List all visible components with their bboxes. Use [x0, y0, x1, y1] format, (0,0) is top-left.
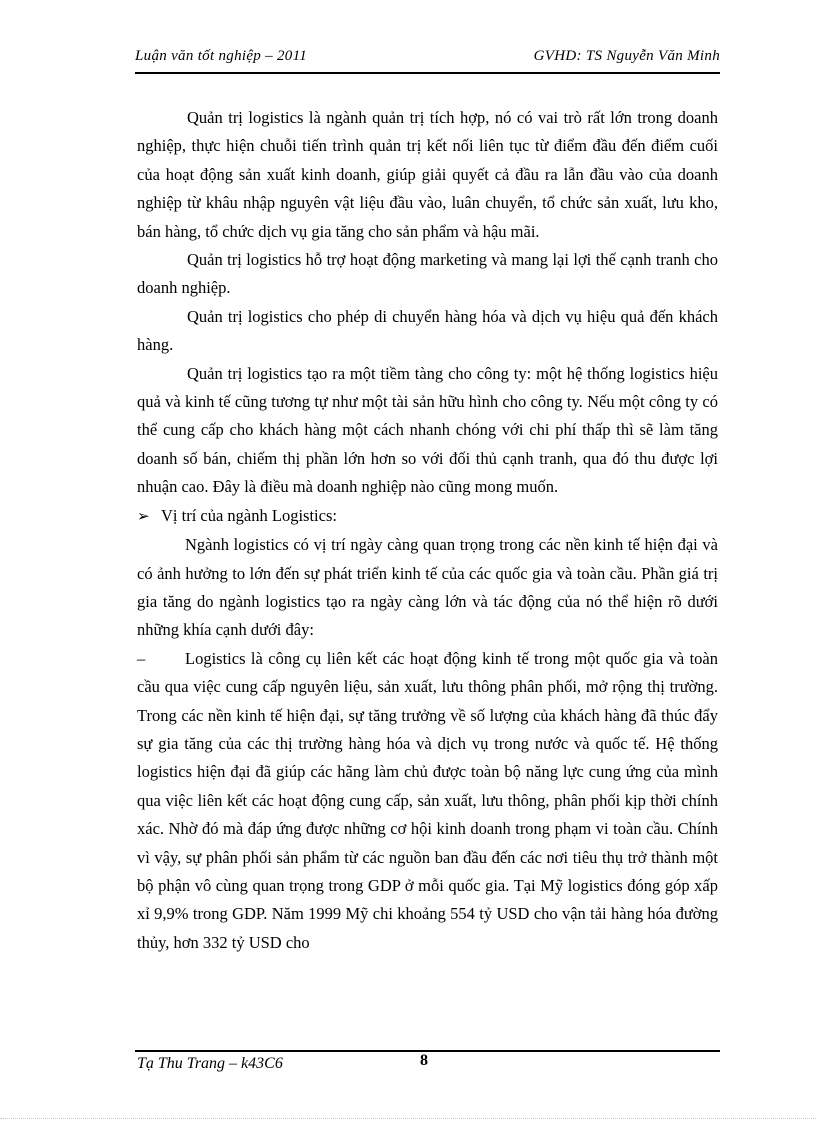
- footer-author: Tạ Thu Trang – k43C6: [137, 1055, 283, 1072]
- page-header: [135, 42, 720, 74]
- page-body: [137, 104, 718, 957]
- dash-item-text: Logistics là công cụ liên kết các hoạt động kinh tế trong một quốc gia và toàn cầu qua việc cung cấp nguyên liệu, sản xuất, lưu thông phân phối, mở rộng thị trường. Trong các nền kinh tế hiện đại, sự tăng trưởng về số lượng của khách hàng đã thúc đẩy sự gia tăng của các thị trường hàng hóa và dịch vụ trong nước và quốc tế. Hệ thống logistics hiện đại đã giúp các hãng làm chủ được toàn bộ năng lực cung ứng của mình qua việc liên kết các hoạt động cung cấp, sản xuất, lưu thông, phân phối kịp thời chính xác. Nhờ đó mà đáp ứng được những cơ hội kinh doanh trong phạm vi toàn cầu. Chính vì vậy, sự phân phối sản phẩm từ các nguồn ban đầu đến các nơi tiêu thụ trở thành một bộ phận vô cùng quan trọng trong GDP ở mỗi quốc gia. Tại Mỹ logistics đóng góp xấp xỉ 9,9% trong GDP. Năm 1999 Mỹ chi khoảng 554 tỷ USD cho vận tải hàng hóa đường thủy, hơn 332 tỷ USD cho: [137, 648, 718, 952]
- header-advisor: GVHD: TS Nguyễn Văn Minh: [533, 48, 720, 64]
- page-number: 8: [420, 1052, 428, 1069]
- arrow-bullet-icon: ➢: [137, 508, 150, 525]
- section-heading-text: Vị trí của ngành Logistics:: [161, 505, 337, 525]
- paragraph-logistics-management-role: Quản trị logistics là ngành quản trị tích hợp, nó có vai trò rất lớn trong doanh nghiệp, thực hiện chuỗi tiến trình quản trị kết nối liên tục từ điểm đầu đến điểm cuối của hoạt động sản xuất kinh doanh, giúp giải quyết cả đầu ra lẫn đầu vào của doanh nghiệp từ khâu nhập nguyên vật liệu đầu vào, luân chuyển, tổ chức sản xuất, lưu kho, bán hàng, tổ chức dịch vụ gia tăng cho sản phẩm và hậu mãi.: [137, 108, 718, 241]
- paragraph-marketing-support: Quản trị logistics hỗ trợ hoạt động marketing và mang lại lợi thế cạnh tranh cho doanh nghiệp.: [137, 250, 718, 298]
- page-bottom-dotted-rule: [0, 1118, 816, 1119]
- paragraph-dash-item: [137, 645, 718, 957]
- paragraph-company-potential: Quản trị logistics tạo ra một tiềm tàng cho công ty: một hệ thống logistics hiệu quả và kinh tế cũng tương tự như một tài sản hữu hình cho công ty. Nếu một công ty có thể cung cấp cho khách hàng một cách nhanh chóng với chi phí thấp thì sẽ làm tăng doanh số bán, chiếm thị phần lớn hơn so với đối thủ cạnh tranh, qua đó thu được lợi nhuận cao. Đây là điều mà doanh nghiệp nào cũng mong muốn.: [137, 363, 718, 497]
- section-heading: [137, 502, 718, 531]
- header-thesis-title: Luận văn tốt nghiệp – 2011: [135, 48, 308, 64]
- paragraph-industry-position: Ngành logistics có vị trí ngày càng quan trọng trong các nền kinh tế hiện đại và có ảnh hưởng to lớn đến sự phát triển kinh tế của các quốc gia và toàn cầu. Phần giá trị gia tăng do ngành logistics tạo ra ngày càng lớn và tác động của nó thể hiện rõ dưới những khía cạnh dưới đây:: [137, 535, 718, 640]
- paragraph-goods-movement: Quản trị logistics cho phép di chuyển hàng hóa và dịch vụ hiệu quả đến khách hàng.: [137, 306, 718, 355]
- dash-bullet-icon: –: [137, 648, 146, 668]
